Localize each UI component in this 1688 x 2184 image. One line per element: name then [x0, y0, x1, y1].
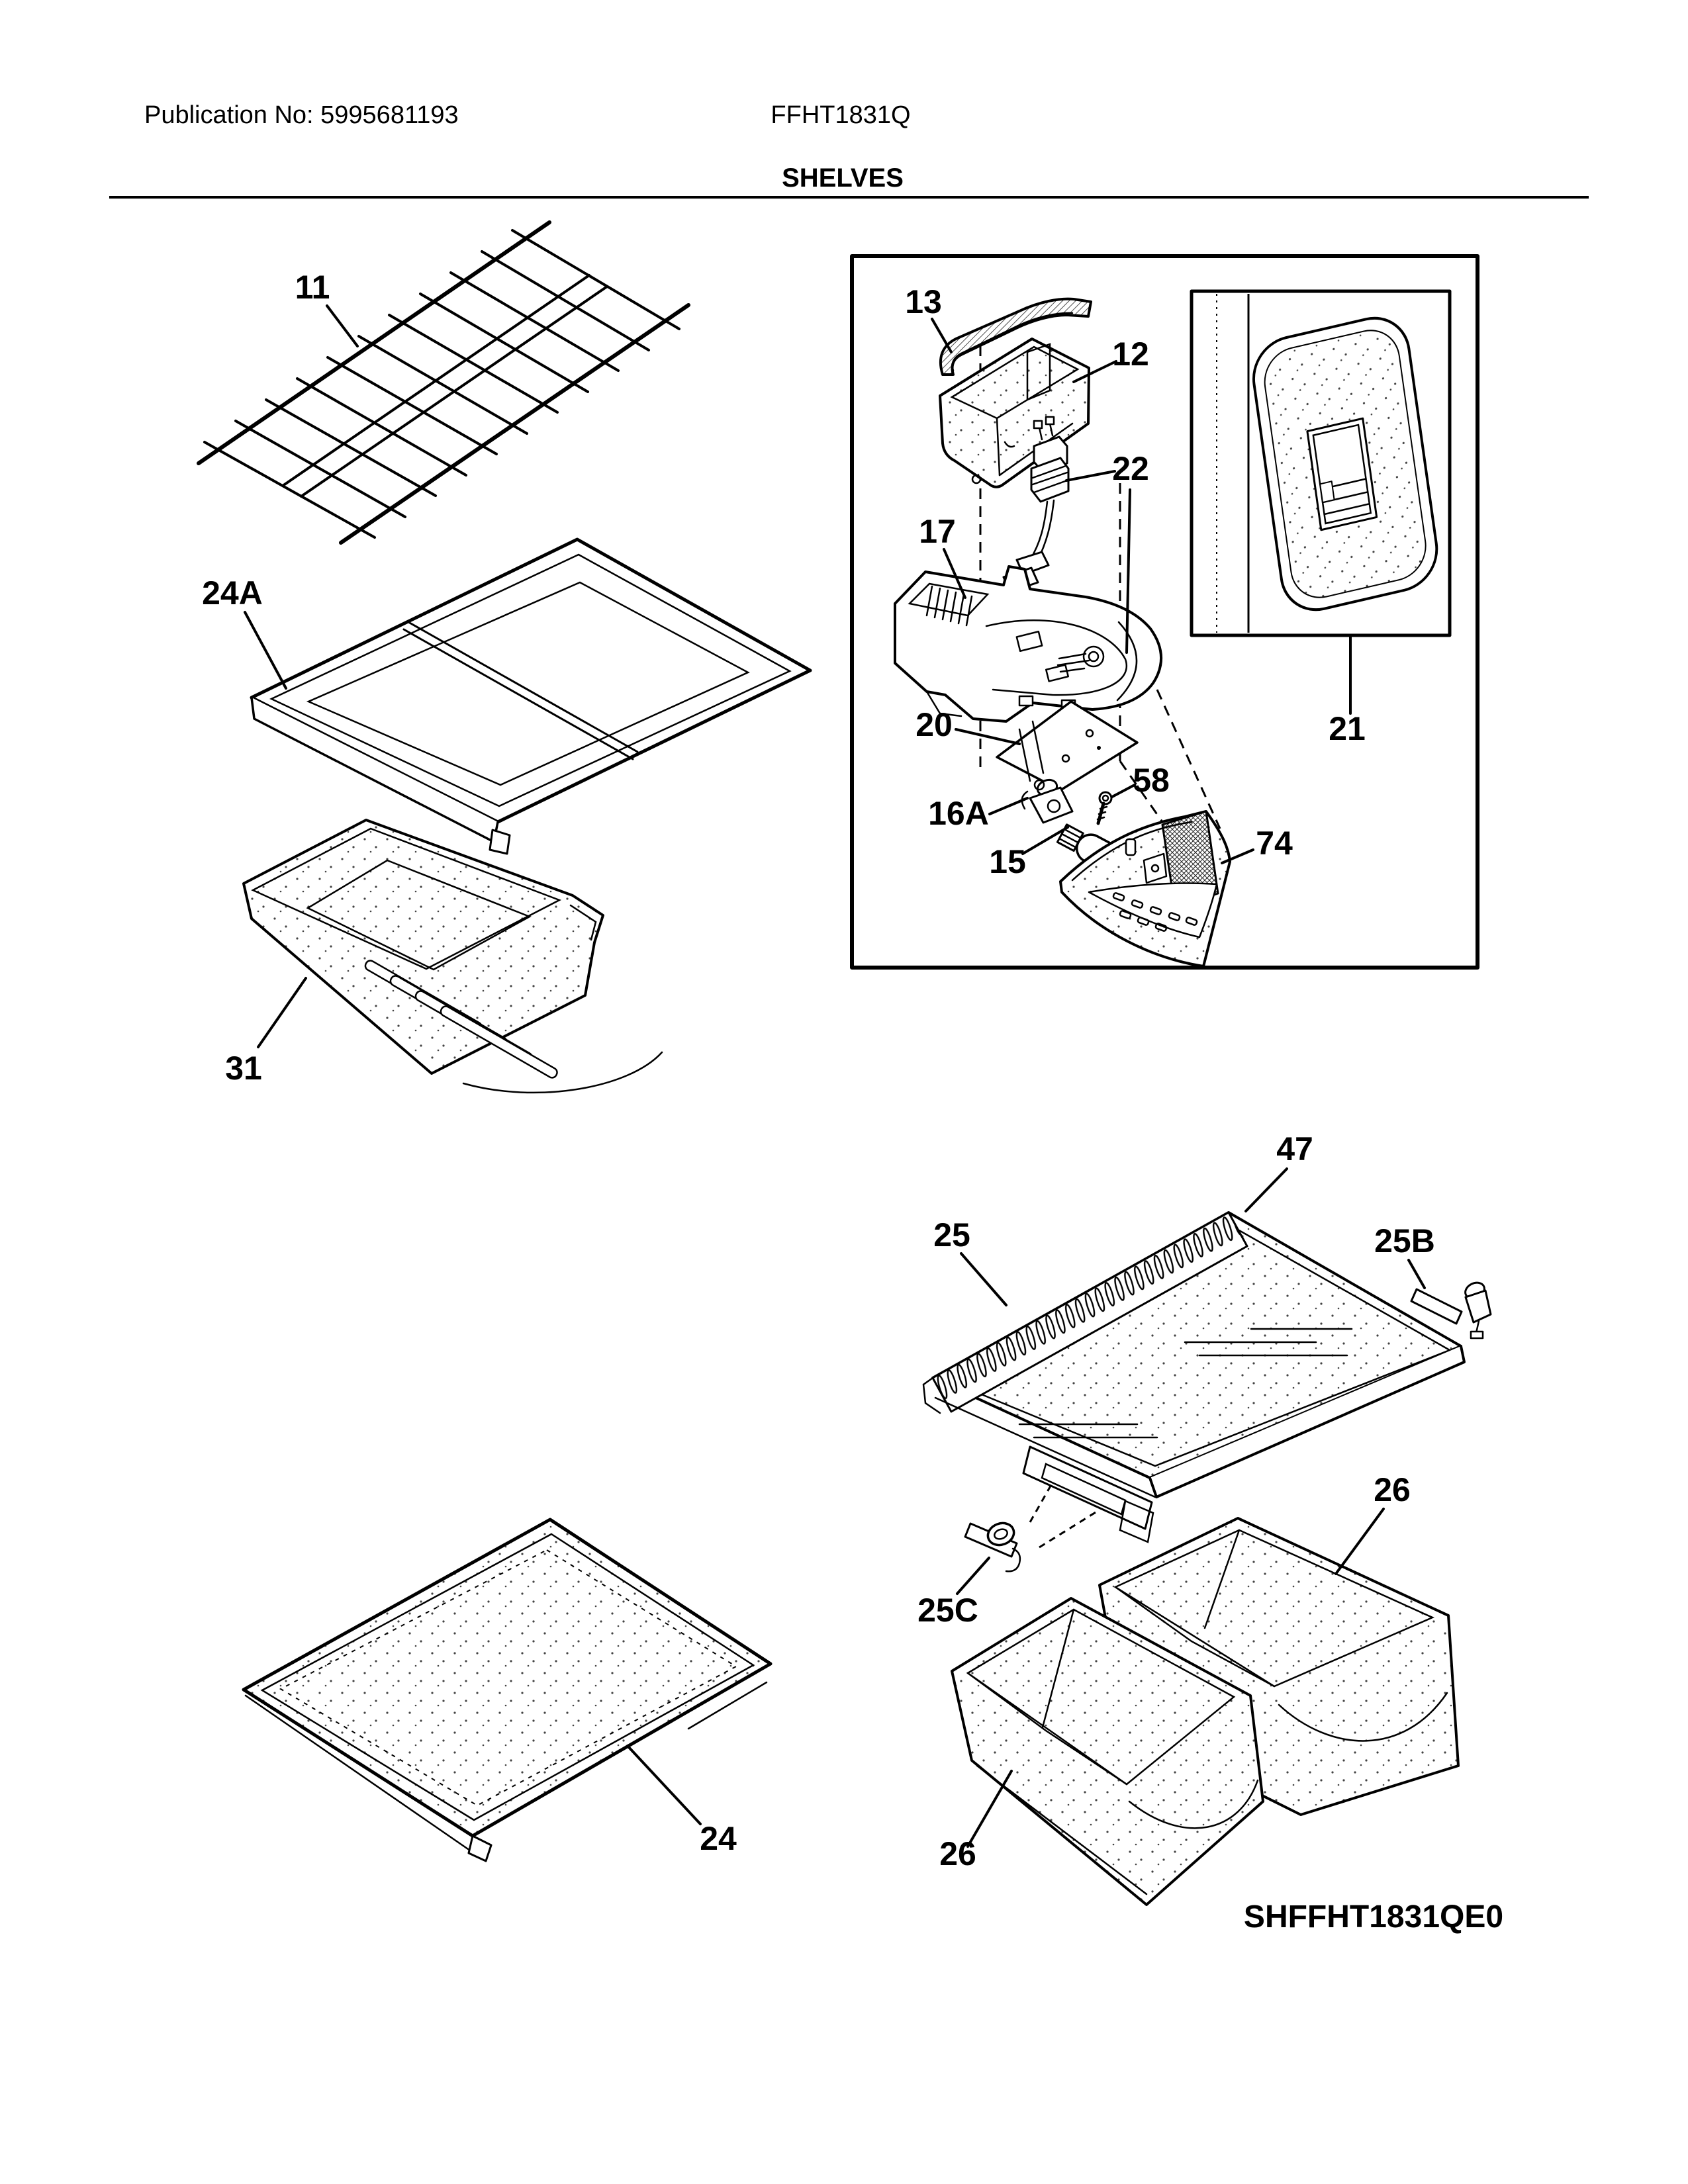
- screw-58: [1098, 792, 1111, 823]
- leader-25: [961, 1253, 1006, 1305]
- callout-25C: 25C: [917, 1592, 978, 1629]
- callout-15: 15: [989, 843, 1026, 880]
- leader-26-rear: [1336, 1509, 1383, 1574]
- leader-20: [956, 729, 1019, 744]
- leader-24A: [245, 612, 286, 688]
- leader-25B: [1409, 1260, 1425, 1288]
- callout-47: 47: [1276, 1130, 1313, 1167]
- cover-20: [997, 702, 1137, 790]
- leader-22a: [1066, 471, 1115, 480]
- callout-26-front: 26: [939, 1835, 976, 1872]
- crisper-drawers-26: [939, 1471, 1458, 1905]
- model-number: FFHT1831Q: [771, 101, 911, 129]
- callout-74: 74: [1256, 825, 1293, 862]
- callout-16A: 16A: [928, 795, 989, 832]
- publication-number: Publication No: 5995681193: [144, 101, 459, 129]
- callout-21: 21: [1329, 710, 1366, 747]
- callout-17: 17: [919, 513, 956, 550]
- callout-26-rear: 26: [1374, 1471, 1411, 1508]
- callout-31: 31: [225, 1050, 262, 1087]
- callout-24A: 24A: [202, 574, 263, 612]
- section-title: SHELVES: [782, 163, 904, 193]
- page-footer: [1244, 1899, 1503, 1934]
- leader-13: [932, 319, 951, 352]
- glass-shelf-24A: [202, 539, 810, 854]
- callout-20: 20: [915, 706, 953, 743]
- callout-13: 13: [905, 283, 942, 320]
- leader-11: [327, 306, 357, 346]
- leader-16A: [990, 798, 1027, 814]
- crisper-pan-31: [225, 820, 662, 1093]
- leader-47: [1246, 1169, 1287, 1211]
- callout-25: 25: [933, 1216, 970, 1253]
- diagram-code: SHFFHT1831QE0: [1243, 1899, 1504, 1934]
- callout-58: 58: [1133, 762, 1170, 799]
- leader-31: [258, 978, 306, 1047]
- callout-12: 12: [1112, 336, 1149, 373]
- leader-58: [1112, 785, 1135, 797]
- callout-25B: 25B: [1374, 1222, 1435, 1259]
- glass-shelf-24: [244, 1520, 771, 1861]
- alignment-dash-4: [1157, 690, 1220, 829]
- page-header: [109, 101, 1589, 197]
- clip-25C: [965, 1520, 1020, 1571]
- leader-24: [628, 1746, 700, 1824]
- callout-22: 22: [1112, 450, 1149, 487]
- inset-21: [1192, 291, 1450, 713]
- light-assembly-box: [852, 256, 1477, 968]
- housing-17: [895, 567, 1161, 721]
- callout-11: 11: [295, 269, 330, 306]
- leader-25C: [957, 1558, 989, 1594]
- callout-24: 24: [700, 1820, 737, 1857]
- wire-shelf-11: [199, 222, 688, 543]
